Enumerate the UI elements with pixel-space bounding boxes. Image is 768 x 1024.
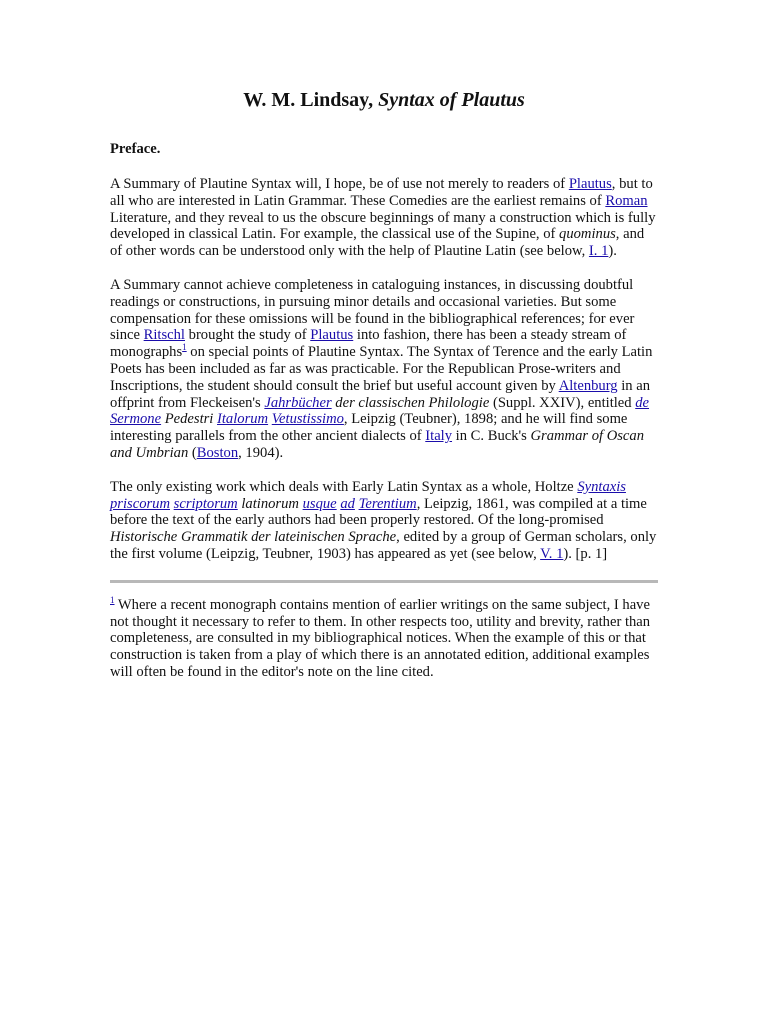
- link-vetustissimo[interactable]: Vetustissimo: [271, 411, 344, 428]
- text: in C. Buck's: [452, 428, 531, 445]
- text: , but to all who are interested in Latin Grammar. These Comedies are the earliest remains of: [110, 176, 653, 209]
- link-roman[interactable]: Roman: [605, 192, 648, 209]
- text: ).: [608, 243, 617, 260]
- footnote-back-link[interactable]: 1: [110, 594, 115, 605]
- text: ). [p. 1]: [563, 545, 608, 562]
- italic-text: Pedestri: [161, 411, 218, 428]
- link-sermone[interactable]: Sermone: [110, 411, 162, 428]
- link-syntaxis[interactable]: Syntaxis: [577, 478, 626, 495]
- link-usque[interactable]: usque: [302, 495, 337, 512]
- link-section-v-1[interactable]: V. 1: [540, 545, 564, 562]
- link-boston[interactable]: Boston: [196, 444, 239, 461]
- footnote-divider: [110, 580, 658, 583]
- text: , Leipzig, 1861, was compiled at a time before the text of the early authors had been properly restored. Of the long-promised: [110, 495, 647, 529]
- title-work: Syntax of Plautus: [378, 89, 525, 111]
- text: into fashion, there has been a steady stream of monographs: [110, 327, 627, 361]
- italic-text: latinorum: [237, 495, 303, 512]
- preface-heading: Preface.: [110, 141, 161, 157]
- link-ritschl[interactable]: Ritschl: [143, 327, 185, 344]
- italic-text: Historische Grammatik der lateinischen Sprache: [110, 529, 397, 546]
- text: Literature, and they reveal to us the obscure beginnings of many a construction which is fully developed in classical Latin. For example, the classical use of the Supine, of: [110, 209, 656, 243]
- link-italorum[interactable]: Italorum: [217, 411, 269, 428]
- paragraph-1: [110, 176, 658, 260]
- link-scriptorum[interactable]: scriptorum: [173, 495, 238, 512]
- italic-text: der classischen Philologie: [331, 394, 490, 411]
- link-jahrbucher[interactable]: Jahrbücher: [264, 394, 332, 411]
- link-ad[interactable]: ad: [340, 495, 355, 512]
- paragraph-2: [110, 277, 658, 462]
- paragraph-3: [110, 479, 658, 563]
- document-page: [110, 86, 658, 681]
- link-terentium[interactable]: Terentium: [358, 495, 417, 512]
- footnote-ref-link[interactable]: 1: [182, 342, 187, 353]
- text: on special points of Plautine Syntax. The Syntax of Terence and the early Latin Poets has been included as far as was practicable. For the Republican Prose-writers and Inscriptions, the student should consult the brief but useful account given by: [110, 344, 653, 394]
- link-section-i-1[interactable]: I. 1: [588, 243, 609, 260]
- text: in an offprint from Fleckeisen's: [110, 377, 651, 411]
- page-title: [110, 86, 658, 114]
- title-author: W. M. Lindsay,: [243, 89, 379, 111]
- footnote-text: Where a recent monograph contains mention of earlier writings on the same subject, I have not thought it necessary to refer to them. In other respects too, utility and brevity, rather than completeness, are consulted in my bibliographical notices. When the example of this or that construction is taken from a play of which there is an annotated edition, additional examples will often be found in the editor's note on the line cited.: [110, 596, 651, 680]
- link-plautus[interactable]: Plautus: [568, 176, 612, 192]
- text: A Summary cannot achieve completeness in cataloguing instances, in discussing doubtful readings or constructions, in pursuing minor details and occasional varieties. But some compensation for these omissions will be found in the bibliographical references; for ever since: [110, 276, 635, 344]
- link-altenburg[interactable]: Altenburg: [558, 377, 618, 394]
- link-italy[interactable]: Italy: [425, 428, 453, 445]
- text: , edited by a group of German scholars, only the first volume (Leipzig, Teubner, 1903) has appeared as yet (see below,: [110, 529, 657, 562]
- text: brought the study of: [185, 327, 311, 344]
- text: A Summary of Plautine Syntax will, I hope, be of use not merely to readers of: [110, 176, 569, 192]
- italic-text: Grammar of Oscan and Umbrian: [110, 428, 644, 461]
- text: , and of other words can be understood only with the help of Plautine Latin (see below,: [110, 226, 645, 260]
- link-priscorum[interactable]: priscorum: [110, 495, 170, 512]
- footnote: [110, 594, 658, 681]
- link-plautus[interactable]: Plautus: [310, 327, 354, 344]
- text: (: [188, 444, 197, 461]
- link-de[interactable]: de: [635, 394, 650, 411]
- italic-text: quominus: [559, 226, 616, 243]
- text: (Suppl. XXIV), entitled: [489, 394, 636, 411]
- text: , 1904).: [238, 444, 284, 461]
- text: , Leipzig (Teubner), 1898; and he will find some interesting parallels from the other ancient dialects of: [110, 411, 628, 445]
- text: The only existing work which deals with Early Latin Syntax as a whole, Holtze: [110, 478, 578, 495]
